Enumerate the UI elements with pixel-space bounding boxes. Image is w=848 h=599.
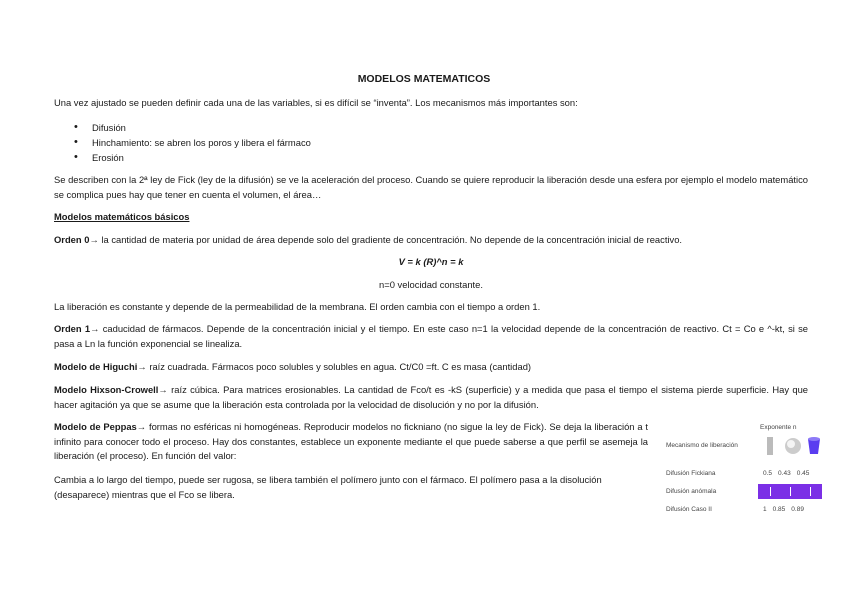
figure-column-label: Mecanismo de liberación xyxy=(666,442,738,449)
orden0-paragraph xyxy=(54,233,808,248)
anomalous-band xyxy=(758,484,822,499)
higuchi-text: → raíz cuadrada. Fármacos poco solubles y solubles en agua. Ct/C0 =ft. C es masa (cantidad) xyxy=(137,361,532,372)
sphere-shape-icon xyxy=(784,436,802,456)
value-cell: 0.43 xyxy=(778,470,791,477)
orden0-text: → la cantidad de materia por unidad de área depende solo del gradiente de concentración. No depende de la concentración inicial de reactivo. xyxy=(89,234,683,245)
list-item: • Hinchamiento: se abren los poros y libera el fármaco xyxy=(74,135,311,150)
mechanism-list xyxy=(74,120,311,165)
peppas-text: → formas no esféricas ni homogéneas. Reproducir modelos no fickniano (no sigue la ley de Fick). Se deja la liberación a t infinito para conocer todo el proceso. Hay dos constantes, establece un exponente mediante el que puede saberse a que perfil se asemeja la liberación (el proceso). En función del valor: xyxy=(54,421,648,461)
row-values xyxy=(763,506,810,513)
orden1-text: → caducidad de fármacos. Depende de la concentración inicial y el tiempo. En este caso n=1 la velocidad depende de la concentración de reactivo. Ct = Co e ^-kt, si se pasa a Ln la función exponencial se linealiza. xyxy=(54,323,808,349)
hixson-label: Modelo Hixson-Crowell xyxy=(54,384,159,395)
slab-shape-icon xyxy=(764,436,776,456)
orden0-after: La liberación es constante y depende de la permeabilidad de la membrana. El orden cambia con el tiempo a orden 1. xyxy=(54,301,541,312)
orden1-label: Orden 1 xyxy=(54,323,91,334)
peppas-paragraph xyxy=(54,420,648,464)
page-title: MODELOS MATEMATICOS xyxy=(357,73,491,85)
value-cell: 0.45 xyxy=(796,470,810,477)
intro-paragraph: Una vez ajustado se pueden definir cada una de las variables, si es difícil se “inventa”. Los mecanismos más importantes son: xyxy=(54,97,578,108)
figure-header: Exponente n xyxy=(760,424,797,431)
row-label: Difusión Fickiana xyxy=(666,470,716,477)
orden0-note: n=0 velocidad constante. xyxy=(379,279,483,290)
row-label: Difusión Caso II xyxy=(666,506,712,513)
orden0-label: Orden 0 xyxy=(54,234,90,245)
section-heading: Modelos matemáticos básicos xyxy=(54,211,190,222)
row-label: Difusión anómala xyxy=(666,488,717,495)
higuchi-label: Modelo de Higuchi xyxy=(54,361,138,372)
row-values xyxy=(763,470,815,477)
fick-paragraph: Se describen con la 2ª ley de Fick (ley de la difusión) se ve la aceleración del proceso. Cuando se quiere reproducir la liberación desde una esfera por ejemplo el modelo matemático se complica pues hay que tener en cuenta el volumen, el área… xyxy=(54,174,808,200)
hixson-paragraph xyxy=(54,383,808,412)
hixson-text: → raíz cúbica. Para matrices erosionables. La cantidad de Fco/t es -kS (superficie) y a medida que pasa el tiempo el sistema pierde superficie. Hay que hacer agitación ya que se asume que la liberación esta controlada por la velocidad de disolución y no por la difusión. xyxy=(54,384,808,410)
value-cell: 0.89 xyxy=(791,506,804,513)
value-cell: 0.5 xyxy=(763,470,773,477)
release-mechanism-figure xyxy=(660,422,840,532)
orden1-paragraph xyxy=(54,322,808,351)
list-item: • Difusión xyxy=(74,120,311,135)
peppas-after: Cambia a lo largo del tiempo, puede ser rugosa, se libera también el polímero junto con el fármaco. El polímero pasa a la disolución (desaparece) mientras que el Fco se libera. xyxy=(54,474,602,500)
cylinder-shape-icon xyxy=(806,436,822,456)
peppas-label: Modelo de Peppas xyxy=(54,421,137,432)
list-item: • Erosión xyxy=(74,150,311,165)
higuchi-paragraph xyxy=(54,360,808,375)
value-cell: 1 xyxy=(763,506,767,513)
orden0-formula: V = k (R)^n = k xyxy=(398,256,464,267)
value-cell: 0.85 xyxy=(772,506,786,513)
